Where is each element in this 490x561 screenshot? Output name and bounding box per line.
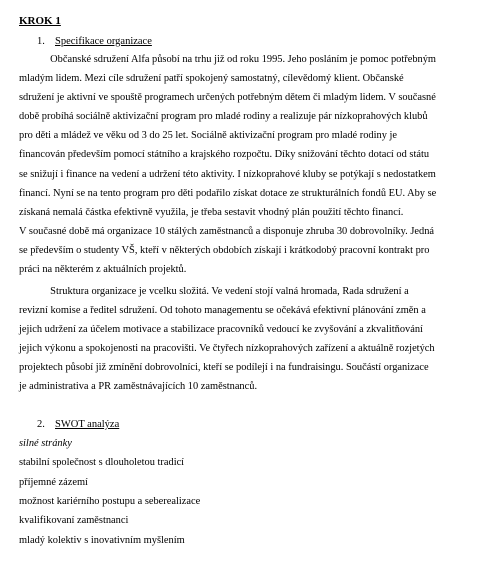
- paragraph-line: se především o studenty VŠ, kteří v některých obdobích získají i krátkodobý pracovní kontrakt pro: [19, 244, 430, 256]
- swot-subheading-strengths: silné stránky: [19, 438, 72, 449]
- section-title: SWOT analýza: [55, 419, 120, 430]
- paragraph-line: Struktura organizace je vcelku složitá. Ve vedení stojí valná hromada, Rada sdružení a: [19, 286, 409, 297]
- paragraph-line: financován především pomocí státního a krajského rozpočtu. Díky snižování těchto dotací od státu: [19, 149, 430, 161]
- paragraph-line: mladým lidem. Mezi cíle sdružení patří spokojený samostatný, cílevědomý klient. Občanské: [19, 73, 404, 85]
- paragraph-line: Občanské sdružení Alfa působí na trhu již od roku 1995. Jeho posláním je pomoc potřebným: [19, 54, 436, 65]
- section-number: 1.: [37, 36, 45, 47]
- paragraph-line: projektech působí již zmínění dobrovolníci, kteří se podílejí i na fundraisingu. Součástí organizace: [19, 362, 429, 374]
- swot-strength-item: kvalifikovaní zaměstnanci: [19, 515, 129, 526]
- paragraph-line: pro děti a mládež ve věku od 3 do 25 let. Sociálně aktivizační program pro mladé rodiny je: [19, 130, 397, 142]
- paragraph-line: získaná nemalá částka efektivně využila, je třeba sestavit vhodný plán použití těchto financí.: [19, 206, 404, 218]
- paragraph-line: práci na některém z aktuálních projektů.: [19, 264, 187, 276]
- paragraph-line: sdružení je aktivní ve spouště programech určených potřebným dětem či mladým lidem. V současné: [19, 92, 436, 104]
- paragraph-line: se snižují i finance na vedení a udržení této aktivity. I nízkoprahové kluby se potýkají s nedostatkem: [19, 168, 436, 180]
- paragraph-line: financí. Nyní se na tento program pro děti podařilo získat dotace ze strukturálních fondů EU. Aby se: [19, 187, 437, 199]
- paragraph-line: jejich výkonu a spokojenosti na pracovišti. Ve čtyřech nízkoprahových zařízení a aktuálně rozjetých: [19, 343, 435, 355]
- paragraph-organization-structure: [19, 282, 469, 397]
- section-title: Specifikace organizace: [55, 36, 152, 47]
- step-heading: KROK 1: [19, 15, 61, 27]
- paragraph-line: V současné době má organizace 10 stálých zaměstnanců a disponuje zhruba 30 dobrovolníky. Jedná: [19, 225, 435, 237]
- section-heading-specification: [37, 35, 152, 49]
- paragraph-organization-description: [19, 50, 469, 279]
- paragraph-line: jejich udržení za účelem motivace a stabilizace pracovníků vedoucí ke zvyšování a zkvalitňování: [19, 324, 423, 336]
- swot-strength-item: mladý kolektiv s inovativním myšlením: [19, 535, 185, 546]
- swot-strength-item: možnost kariérního postupu a seberealizace: [19, 496, 201, 507]
- swot-strength-item: příjemné zázemí: [19, 477, 88, 488]
- section-heading-swot: [37, 418, 119, 432]
- paragraph-line: revizní komise a ředitel sdružení. Od tohoto managementu se očekává efektivní plánování změn a: [19, 305, 426, 317]
- paragraph-line: době probíhá sociálně aktivizační program pro mladé rodiny a realizuje pár nízkoprahových klubů: [19, 111, 428, 123]
- paragraph-line: je administrativa a PR zaměstnávajících 10 zaměstnanců.: [19, 381, 258, 393]
- section-number: 2.: [37, 419, 45, 430]
- swot-strength-item: stabilní společnost s dlouholetou tradicí: [19, 457, 185, 468]
